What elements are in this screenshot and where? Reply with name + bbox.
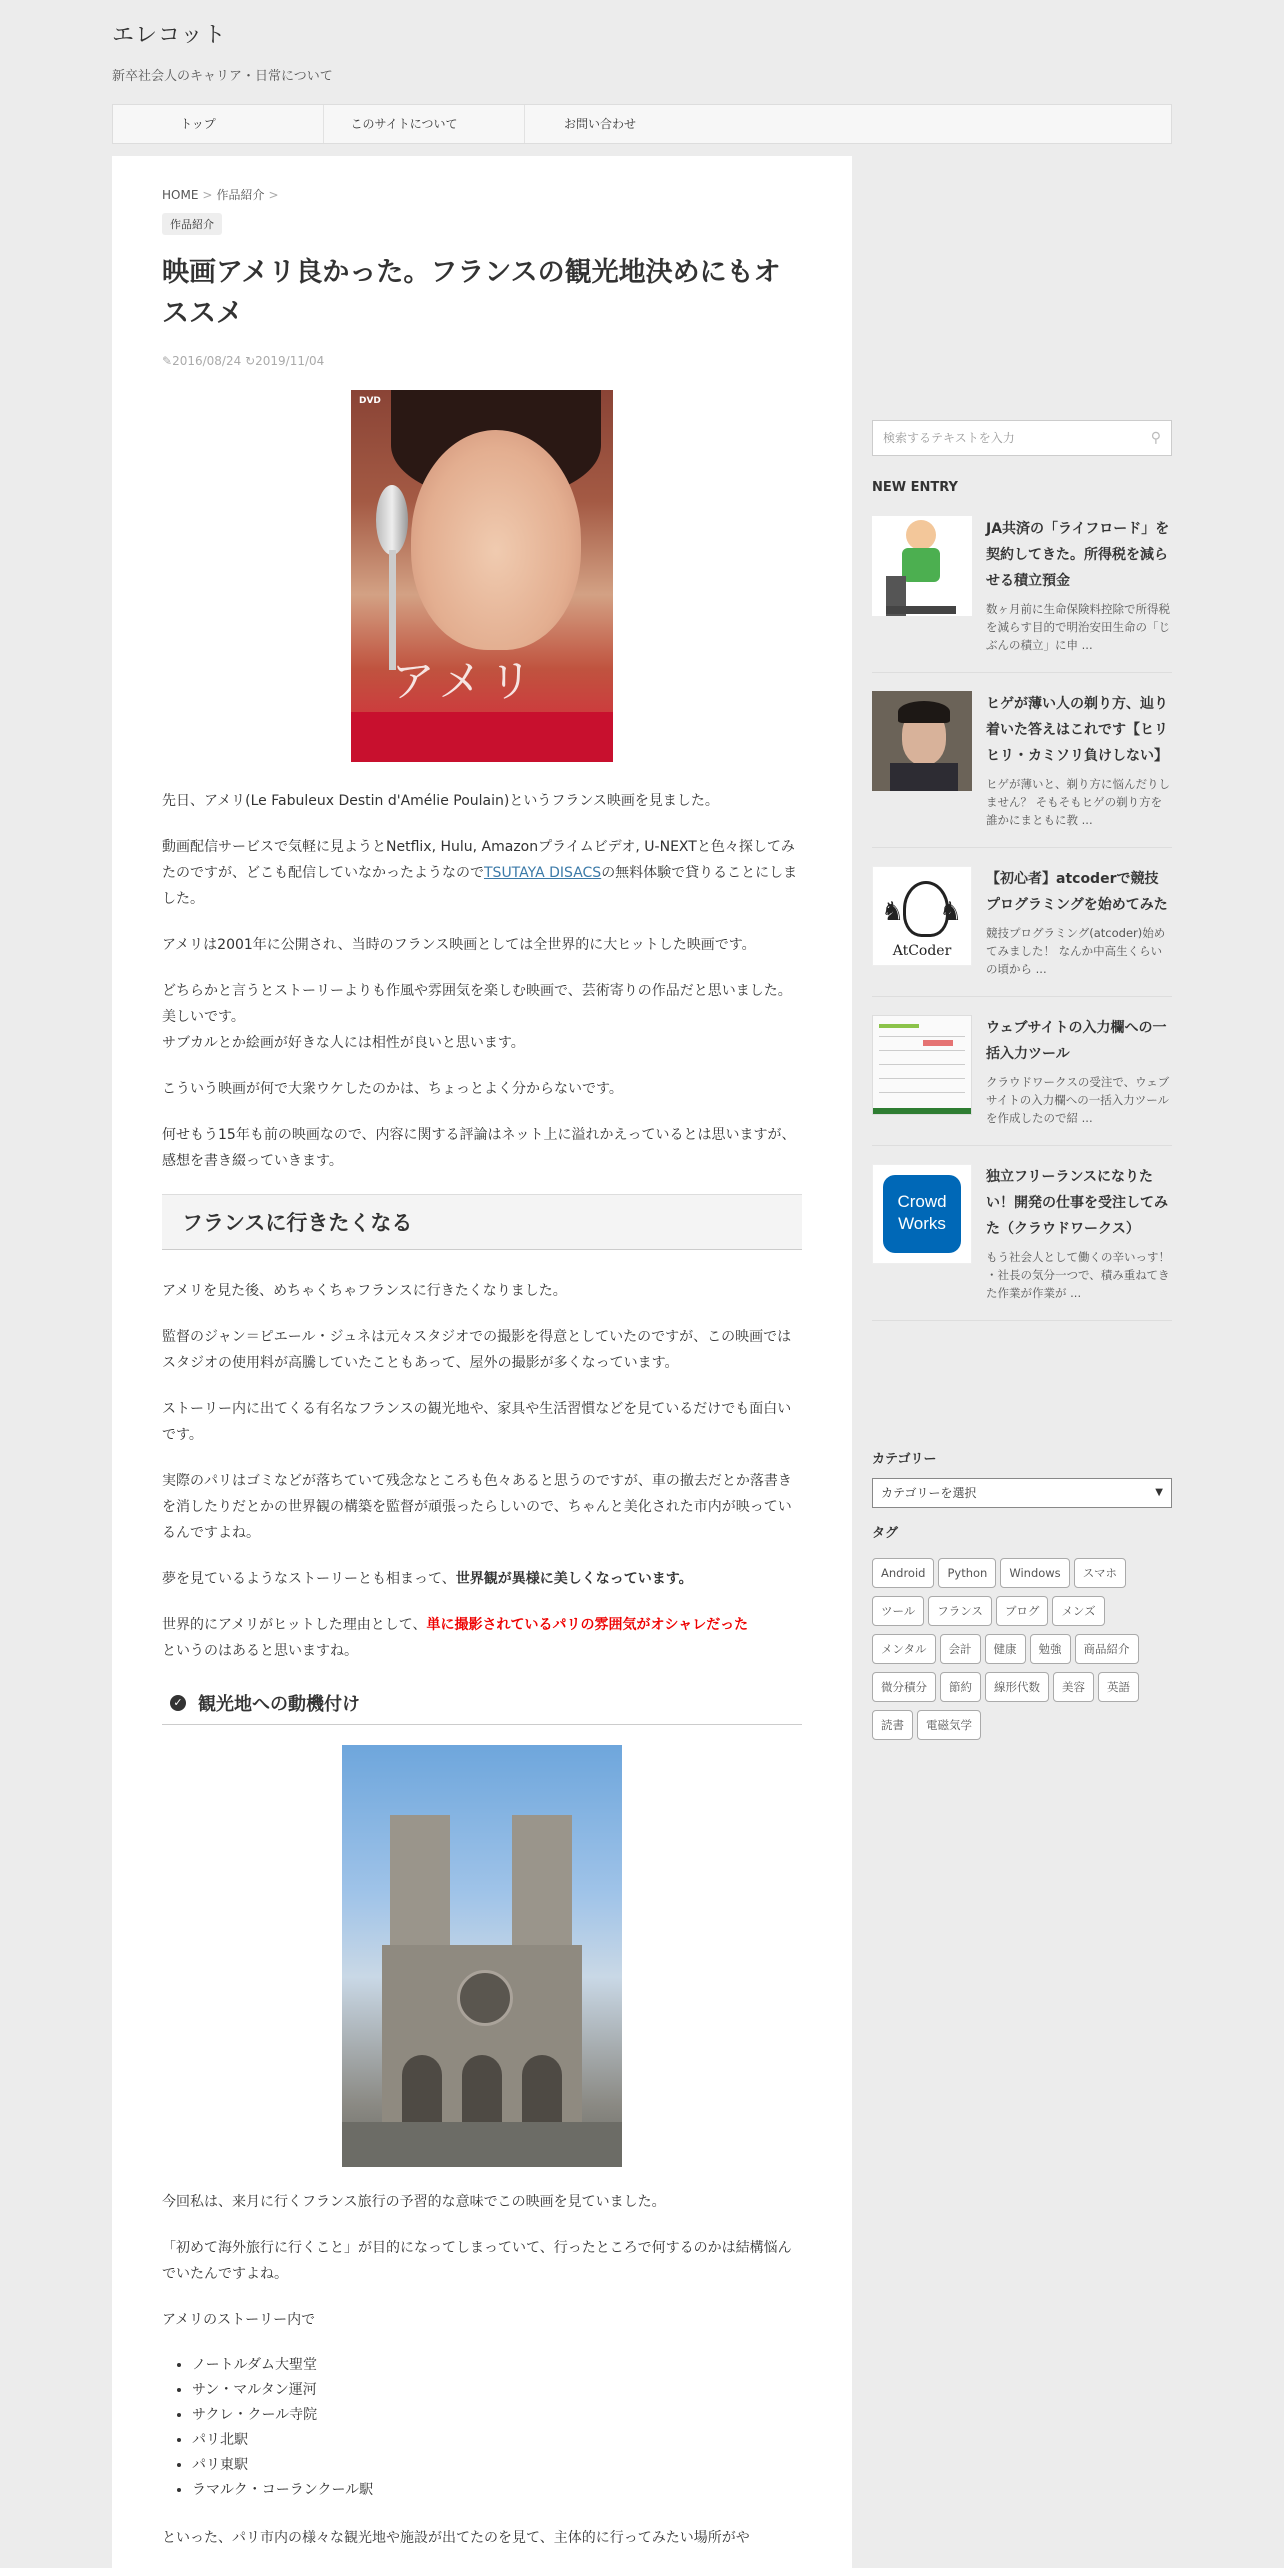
paragraph: 今回私は、来月に行くフランス旅行の予習的な意味でこの映画を見ていました。 — [162, 2194, 666, 2210]
tag-link[interactable]: ツール — [872, 1596, 924, 1626]
list-item: • サクレ・クール寺院 — [192, 2403, 802, 2428]
chevron-down-icon: ▼ — [1155, 1487, 1163, 1498]
tag-link[interactable]: 微分積分 — [872, 1672, 936, 1702]
tag-link[interactable]: 節約 — [940, 1672, 981, 1702]
category-select[interactable]: カテゴリーを選択 ▼ — [872, 1478, 1172, 1508]
search-input[interactable]: 検索するテキストを入力 ⚲ — [872, 420, 1172, 456]
tag-link[interactable]: フランス — [928, 1596, 992, 1626]
dvd-logo-icon: DVD — [359, 396, 381, 406]
entry-excerpt: ヒゲが薄いと、剃り方に悩んだりしません？ そもそもヒゲの剃り方を誰かにまともに教 ... — [986, 777, 1170, 827]
tag-link[interactable]: メンタル — [872, 1634, 936, 1664]
new-entry-title: NEW ENTRY — [872, 480, 958, 495]
paragraph: こういう映画が何で大衆ウケしたのかは、ちょっとよく分からないです。 — [162, 1081, 623, 1097]
tag-link[interactable]: 美容 — [1053, 1672, 1094, 1702]
places-list — [162, 2353, 802, 2503]
tag-link[interactable]: 読書 — [872, 1710, 913, 1740]
paragraph: アメリを見た後、めちゃくちゃフランスに行きたくなりました。 — [162, 1283, 567, 1299]
tag-link[interactable]: ブログ — [996, 1596, 1049, 1626]
tag-link[interactable]: 線形代数 — [985, 1672, 1049, 1702]
paragraph: 監督のジャン＝ピエール・ジュネは元々スタジオでの撮影を得意としていたのですが、この映画ではスタジオの使用料が高騰していたこともあって、屋外の撮影が多くなっています。 — [162, 1329, 792, 1371]
tag-cloud — [872, 1558, 1172, 1748]
atcoder-logo-text: AtCoder — [892, 943, 952, 959]
site-description: 新卒社会人のキャリア・日常について — [112, 69, 333, 84]
site-title[interactable]: エレコット — [112, 23, 227, 48]
tag-link[interactable]: 英語 — [1098, 1672, 1139, 1702]
paragraph: 何せもう15年も前の映画なので、内容に関する評論はネット上に溢れかえっているとは思いますが、感想を書き綴っていきます。 — [162, 1127, 796, 1169]
nav-top[interactable]: トップ — [113, 105, 324, 143]
list-item: • パリ東駅 — [192, 2453, 802, 2478]
list-item: • パリ北駅 — [192, 2428, 802, 2453]
entry-title[interactable]: 独立フリーランスになりたい！開発の仕事を受注してみた（クラウドワークス） — [986, 1169, 1168, 1237]
crowdworks-logo-icon — [883, 1175, 961, 1253]
tag-link[interactable]: スマホ — [1074, 1558, 1126, 1588]
entry-thumbnail[interactable] — [872, 1164, 972, 1264]
entry-title[interactable]: ウェブサイトの入力欄への一括入力ツール — [986, 1020, 1167, 1062]
tag-link[interactable]: メンズ — [1052, 1596, 1104, 1626]
notre-dame-figure — [162, 1745, 802, 2171]
list-item[interactable] — [872, 866, 1172, 997]
paragraph: どちらかと言うとストーリーよりも作風や雰囲気を楽しむ映画で、芸術寄りの作品だと思いました。美しいです。 サブカルとか絵画が好きな人には相性が良いと思います。 — [162, 983, 792, 1051]
amelie-poster-image — [351, 390, 613, 762]
article-title: 映画アメリ良かった。フランスの観光地決めにもオススメ — [162, 257, 781, 329]
breadcrumb-category[interactable]: 作品紹介 — [216, 188, 265, 202]
updated-date: 2019/11/04 — [255, 354, 325, 368]
tag-link[interactable]: Android — [872, 1558, 934, 1588]
paragraph: アメリは2001年に公開され、当時のフランス映画としては全世界的に大ヒットした映画です。 — [162, 937, 756, 953]
entry-title[interactable]: ヒゲが薄い人の剃り方、辿り着いた答えはこれです【ヒリヒリ・カミソリ負けしない】 — [986, 696, 1168, 764]
paragraph: アメリのストーリー内で — [162, 2312, 316, 2328]
entry-thumbnail[interactable] — [872, 516, 972, 616]
crowdworks-logo-text-2: Works — [898, 1214, 946, 1233]
pencil-icon: ✎ — [162, 354, 173, 368]
nav-contact[interactable]: お問い合わせ — [563, 117, 636, 131]
entry-title[interactable]: 【初心者】atcoderで競技プログラミングを始めてみた — [986, 871, 1168, 913]
paragraph: ストーリー内に出てくる有名なフランスの観光地や、家具や生活習慣などを見ているだけでも面白いです。 — [162, 1401, 792, 1443]
entry-thumbnail[interactable]: ♞ ♞ AtCoder — [872, 866, 972, 966]
new-entry-list — [872, 516, 1172, 1339]
list-item[interactable] — [872, 1015, 1172, 1146]
entry-title[interactable]: JA共済の「ライフロード」を契約してきた。所得税を減らせる積立預金 — [986, 521, 1170, 589]
entry-date — [162, 354, 802, 368]
tag-link[interactable]: Python — [938, 1558, 996, 1588]
paragraph: 実際のパリはゴミなどが落ちていて残念なところも色々あると思うのですが、車の撤去だとか落書きを消したりだとかの世界観の構築を監督が頑張ったらしいので、ちゃんと美化された市内が映っているんですよね。 — [162, 1473, 792, 1541]
list-item: • サン・マルタン運河 — [192, 2378, 802, 2403]
subsection-heading: ✓ 観光地への動機付け — [162, 1684, 802, 1725]
category-badge[interactable]: 作品紹介 — [162, 213, 222, 235]
tag-link[interactable]: Windows — [1000, 1558, 1069, 1588]
notre-dame-image — [342, 1745, 622, 2167]
tag-link[interactable]: 電磁気学 — [917, 1710, 981, 1740]
list-item: • ノートルダム大聖堂 — [192, 2353, 802, 2378]
list-item[interactable] — [872, 1164, 1172, 1321]
list-item: • ラマルク・コーランクール駅 — [192, 2478, 802, 2503]
tsutaya-link[interactable]: TSUTAYA DISACS — [484, 865, 602, 881]
paragraph: といった、パリ市内の様々な観光地や施設が出てたのを見て、主体的に行ってみたい場所がや — [162, 2530, 750, 2546]
section-heading: フランスに行きたくなる — [162, 1194, 802, 1250]
breadcrumb-home[interactable]: HOME — [162, 188, 199, 202]
nav-about[interactable]: このサイトについて — [324, 105, 525, 143]
tag-link[interactable]: 商品紹介 — [1075, 1634, 1139, 1664]
movie-poster-figure — [162, 390, 802, 766]
tag-link[interactable]: 勉強 — [1030, 1634, 1071, 1664]
entry-thumbnail[interactable] — [872, 691, 972, 791]
poster-title: アメリ — [391, 656, 539, 707]
check-circle-icon: ✓ — [170, 1695, 186, 1711]
crowdworks-logo-text-1: Crowd — [897, 1192, 947, 1211]
search-icon[interactable]: ⚲ — [1150, 430, 1161, 446]
category-widget-title: カテゴリー — [872, 1452, 937, 1467]
entry-excerpt: クラウドワークスの受注で、ウェブサイトの入力欄への一括入力ツールを作成したので紹 ... — [986, 1075, 1170, 1125]
paragraph: 先日、アメリ(Le Fabuleux Destin d'Amélie Poulain)というフランス映画を見ました。 — [162, 793, 719, 809]
tag-widget-title: タグ — [872, 1526, 899, 1541]
global-nav — [112, 104, 1172, 144]
posted-date: 2016/08/24 — [172, 354, 242, 368]
entry-excerpt: もう社会人として働くの辛いっす！ ・社長の気分一つで、積み重ねてきた作業が作業が ... — [986, 1250, 1170, 1300]
refresh-icon: ↻ — [245, 354, 256, 368]
tag-link[interactable]: 会計 — [940, 1634, 981, 1664]
entry-excerpt: 競技プログラミング(atcoder)始めてみました！ なんか中高生くらいの頃から ... — [986, 926, 1166, 976]
paragraph: 動画配信サービスで気軽に見ようとNetflix, Hulu, Amazonプライムビデオ, U-NEXTと色々探してみたのですが、どこも配信していなかったようなのでTSUTAYA DISACSの無料体験で貸りることにしました。 — [162, 839, 798, 907]
paragraph: 世界的にアメリがヒットした理由として、単に撮影されているパリの雰囲気がオシャレだった というのはあると思いますね。 — [162, 1617, 749, 1659]
entry-thumbnail[interactable] — [872, 1015, 972, 1115]
site-header — [112, 18, 333, 84]
list-item[interactable] — [872, 691, 1172, 848]
breadcrumb: HOME > 作品紹介 > — [162, 188, 279, 202]
tag-link[interactable]: 健康 — [985, 1634, 1026, 1664]
paragraph: 夢を見ているようなストーリーとも相まって、世界観が異様に美しくなっています。 — [162, 1571, 693, 1587]
list-item[interactable] — [872, 516, 1172, 673]
article-main — [112, 156, 852, 2568]
entry-excerpt: 数ヶ月前に生命保険料控除で所得税を減らす目的で明治安田生命の「じぶんの積立」に申 ... — [986, 602, 1170, 652]
paragraph: 「初めて海外旅行に行くこと」が目的になってしまっていて、行ったところで何するのかは結構悩んでいたんですよね。 — [162, 2240, 792, 2282]
